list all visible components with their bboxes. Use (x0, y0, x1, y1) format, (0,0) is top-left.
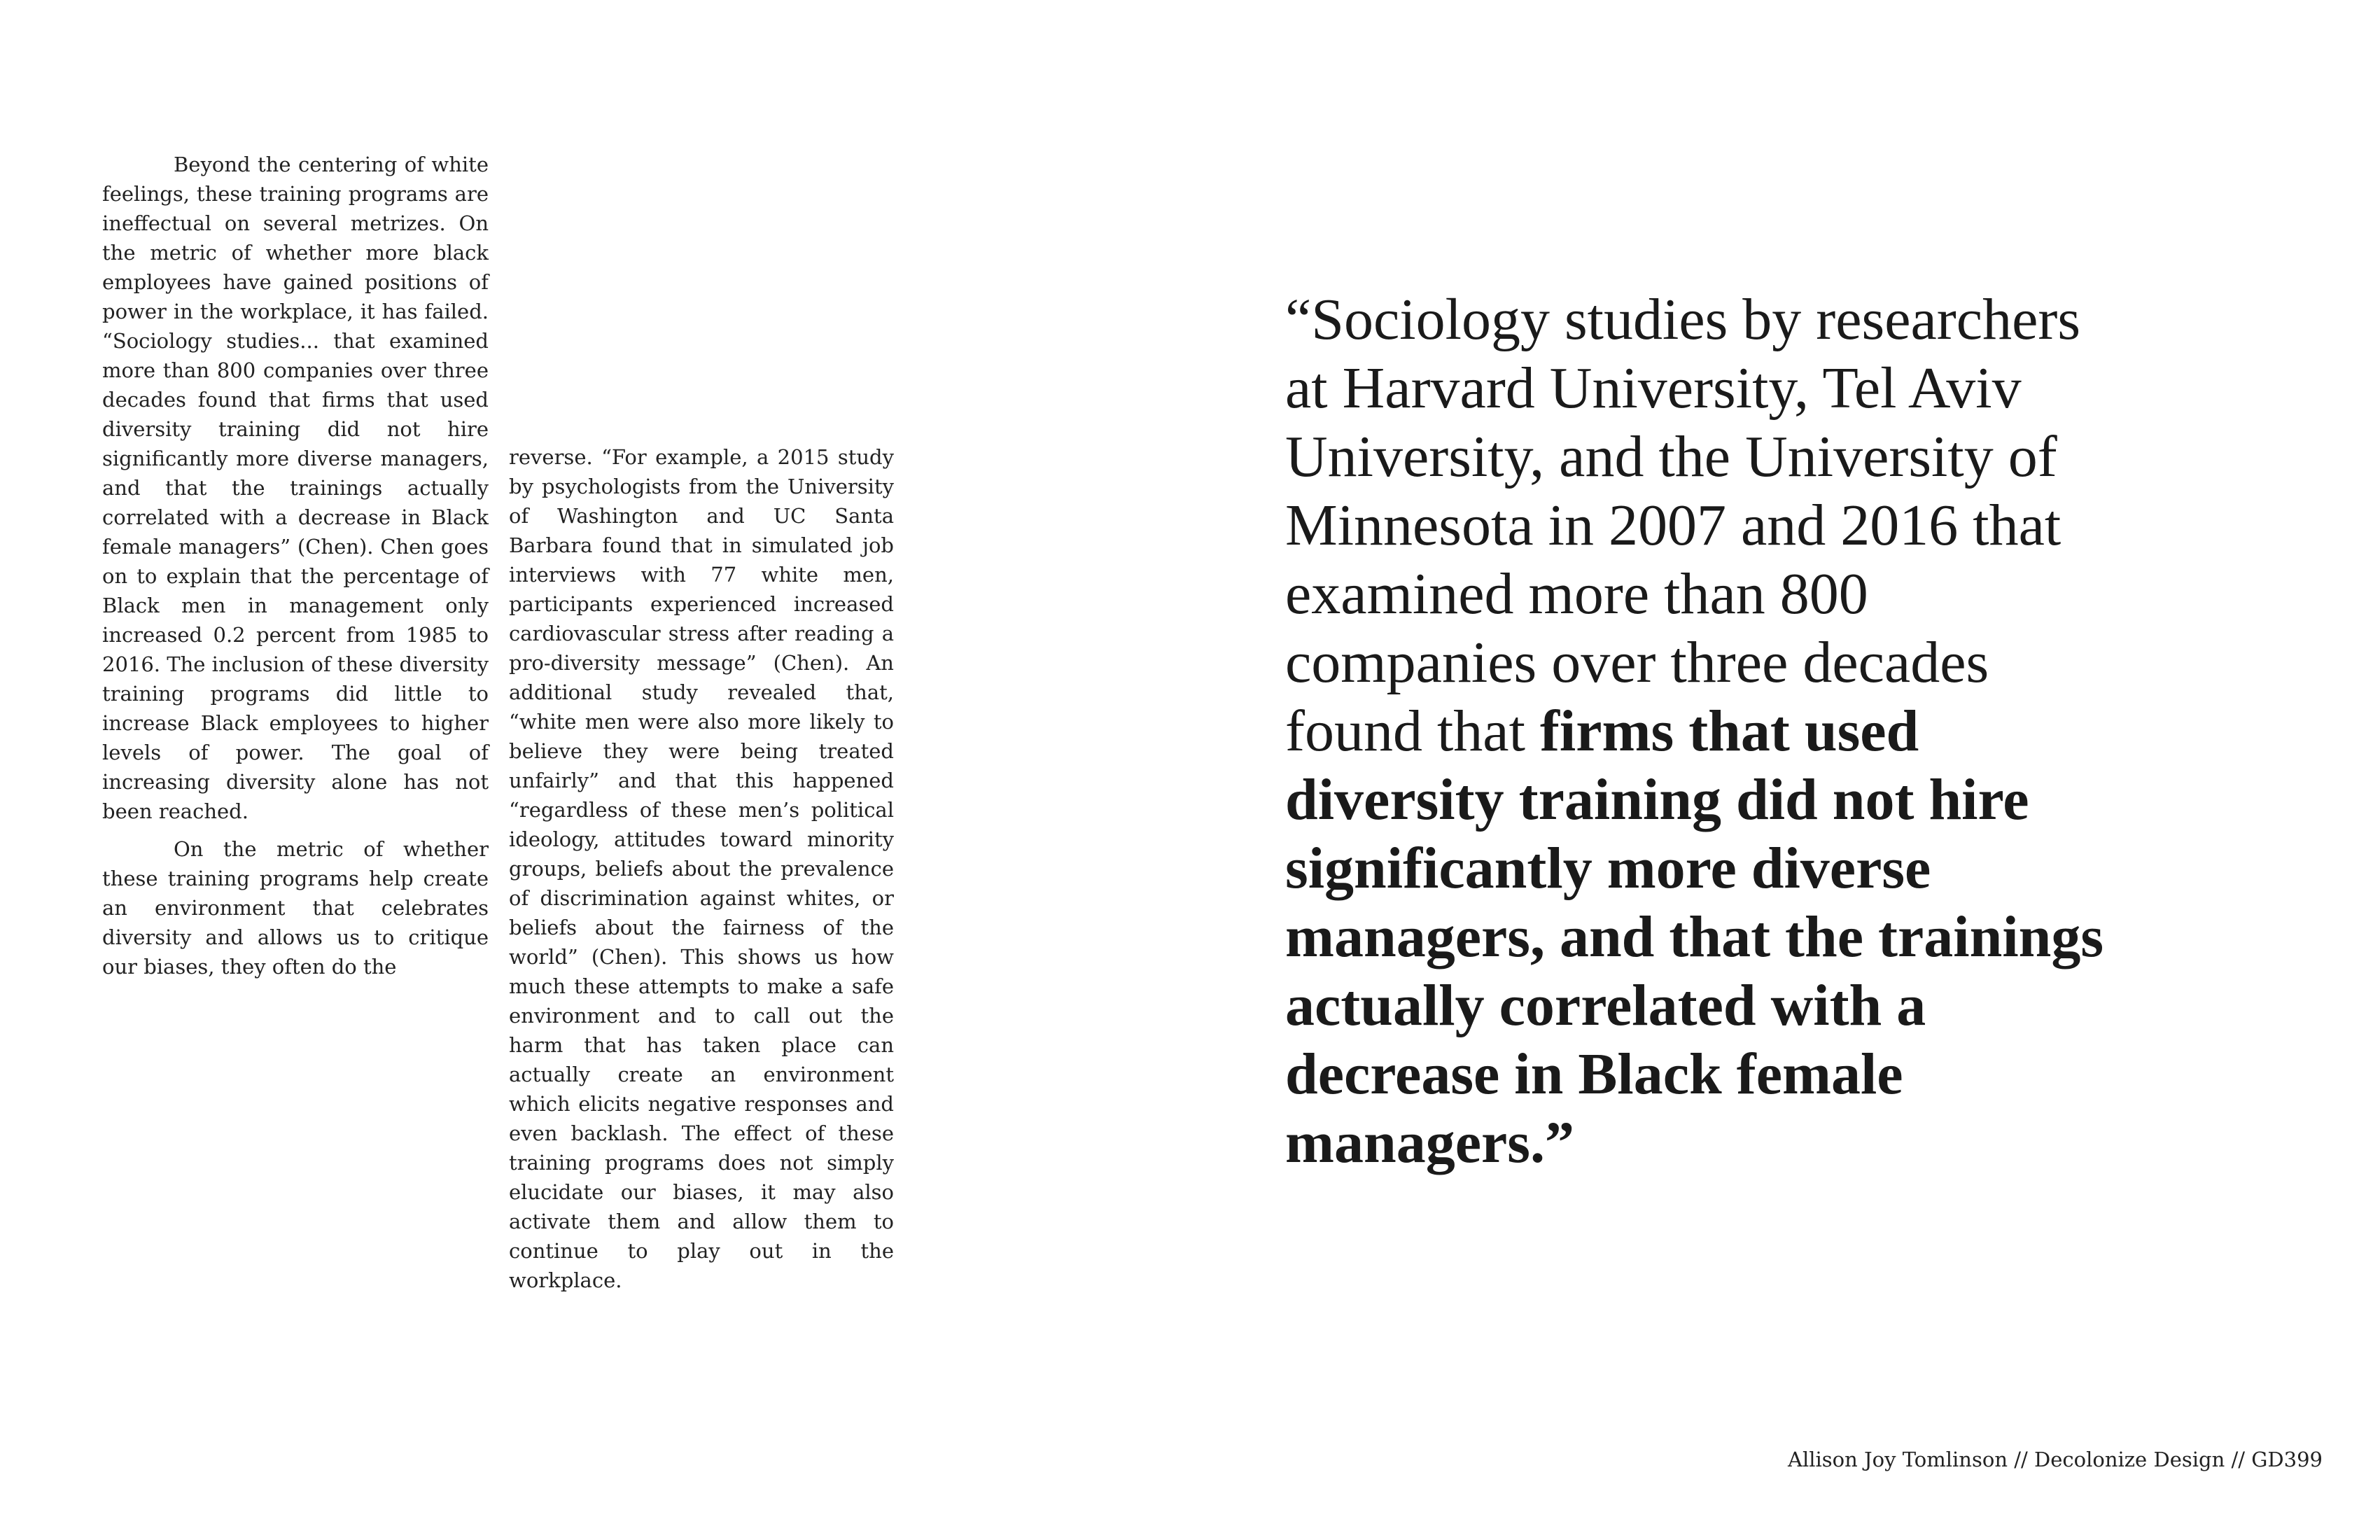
pull-quote-bold-text: firms that used diversity training did not hire significantly more diverse managers, and that the trainings actually correlated with a decrease in Black female managers.” (1285, 699, 2104, 1175)
body-text-middle-column (509, 442, 894, 1295)
body-paragraph: Beyond the centering of white feelings, these training programs are ineffectual on several metrizes. On the metric of whether more black employees have gained positions of power in the workplace, it has failed. “Sociology studies... that examined more than 800 companies over three decades found that firms that used diversity training did not hire significantly more diverse managers, and that the trainings actually correlated with a decrease in Black female managers” (Chen). Chen goes on to explain that the percentage of Black men in management only increased 0.2 percent from 1985 to 2016. The inclusion of these diversity training programs did little to increase Black employees to higher levels of power. The goal of increasing diversity alone has not been reached. (102, 153, 489, 823)
page-footer-credit: Allison Joy Tomlinson // Decolonize Design // GD399 (1788, 1448, 2323, 1471)
pull-quote-regular-text: “Sociology studies by researchers at Harvard University, Tel Aviv University, and the University of Minnesota in 2007 and 2016 that examined more than 800 companies over three decades found that (1285, 287, 2081, 764)
body-paragraph: On the metric of whether these training programs help create an environment that celebrates diversity and allows us to critique our biases, they often do the (102, 837, 489, 979)
body-paragraph: reverse. “For example, a 2015 study by psychologists from the University of Washington and UC Santa Barbara found that in simulated job interviews with 77 white men, participants experienced increased cardiovascular stress after reading a pro-diversity message” (Chen). An additional study revealed that, “white men were also more likely to believe they were being treated unfairly” and that this happened “regardless of these men’s political ideology, attitudes toward minority groups, beliefs about the prevalence of discrimination against whites, or beliefs about the fairness of the world” (Chen). This shows us how much these attempts to make a safe environment and to call out the harm that has taken place can actually create an environment which elicits negative responses and even backlash. The effect of these training programs does not simply elucidate our biases, it may also activate them and allow them to continue to play out in the workplace. (509, 445, 894, 1292)
body-text-left-column (102, 150, 489, 981)
pull-quote (1285, 286, 2125, 1177)
